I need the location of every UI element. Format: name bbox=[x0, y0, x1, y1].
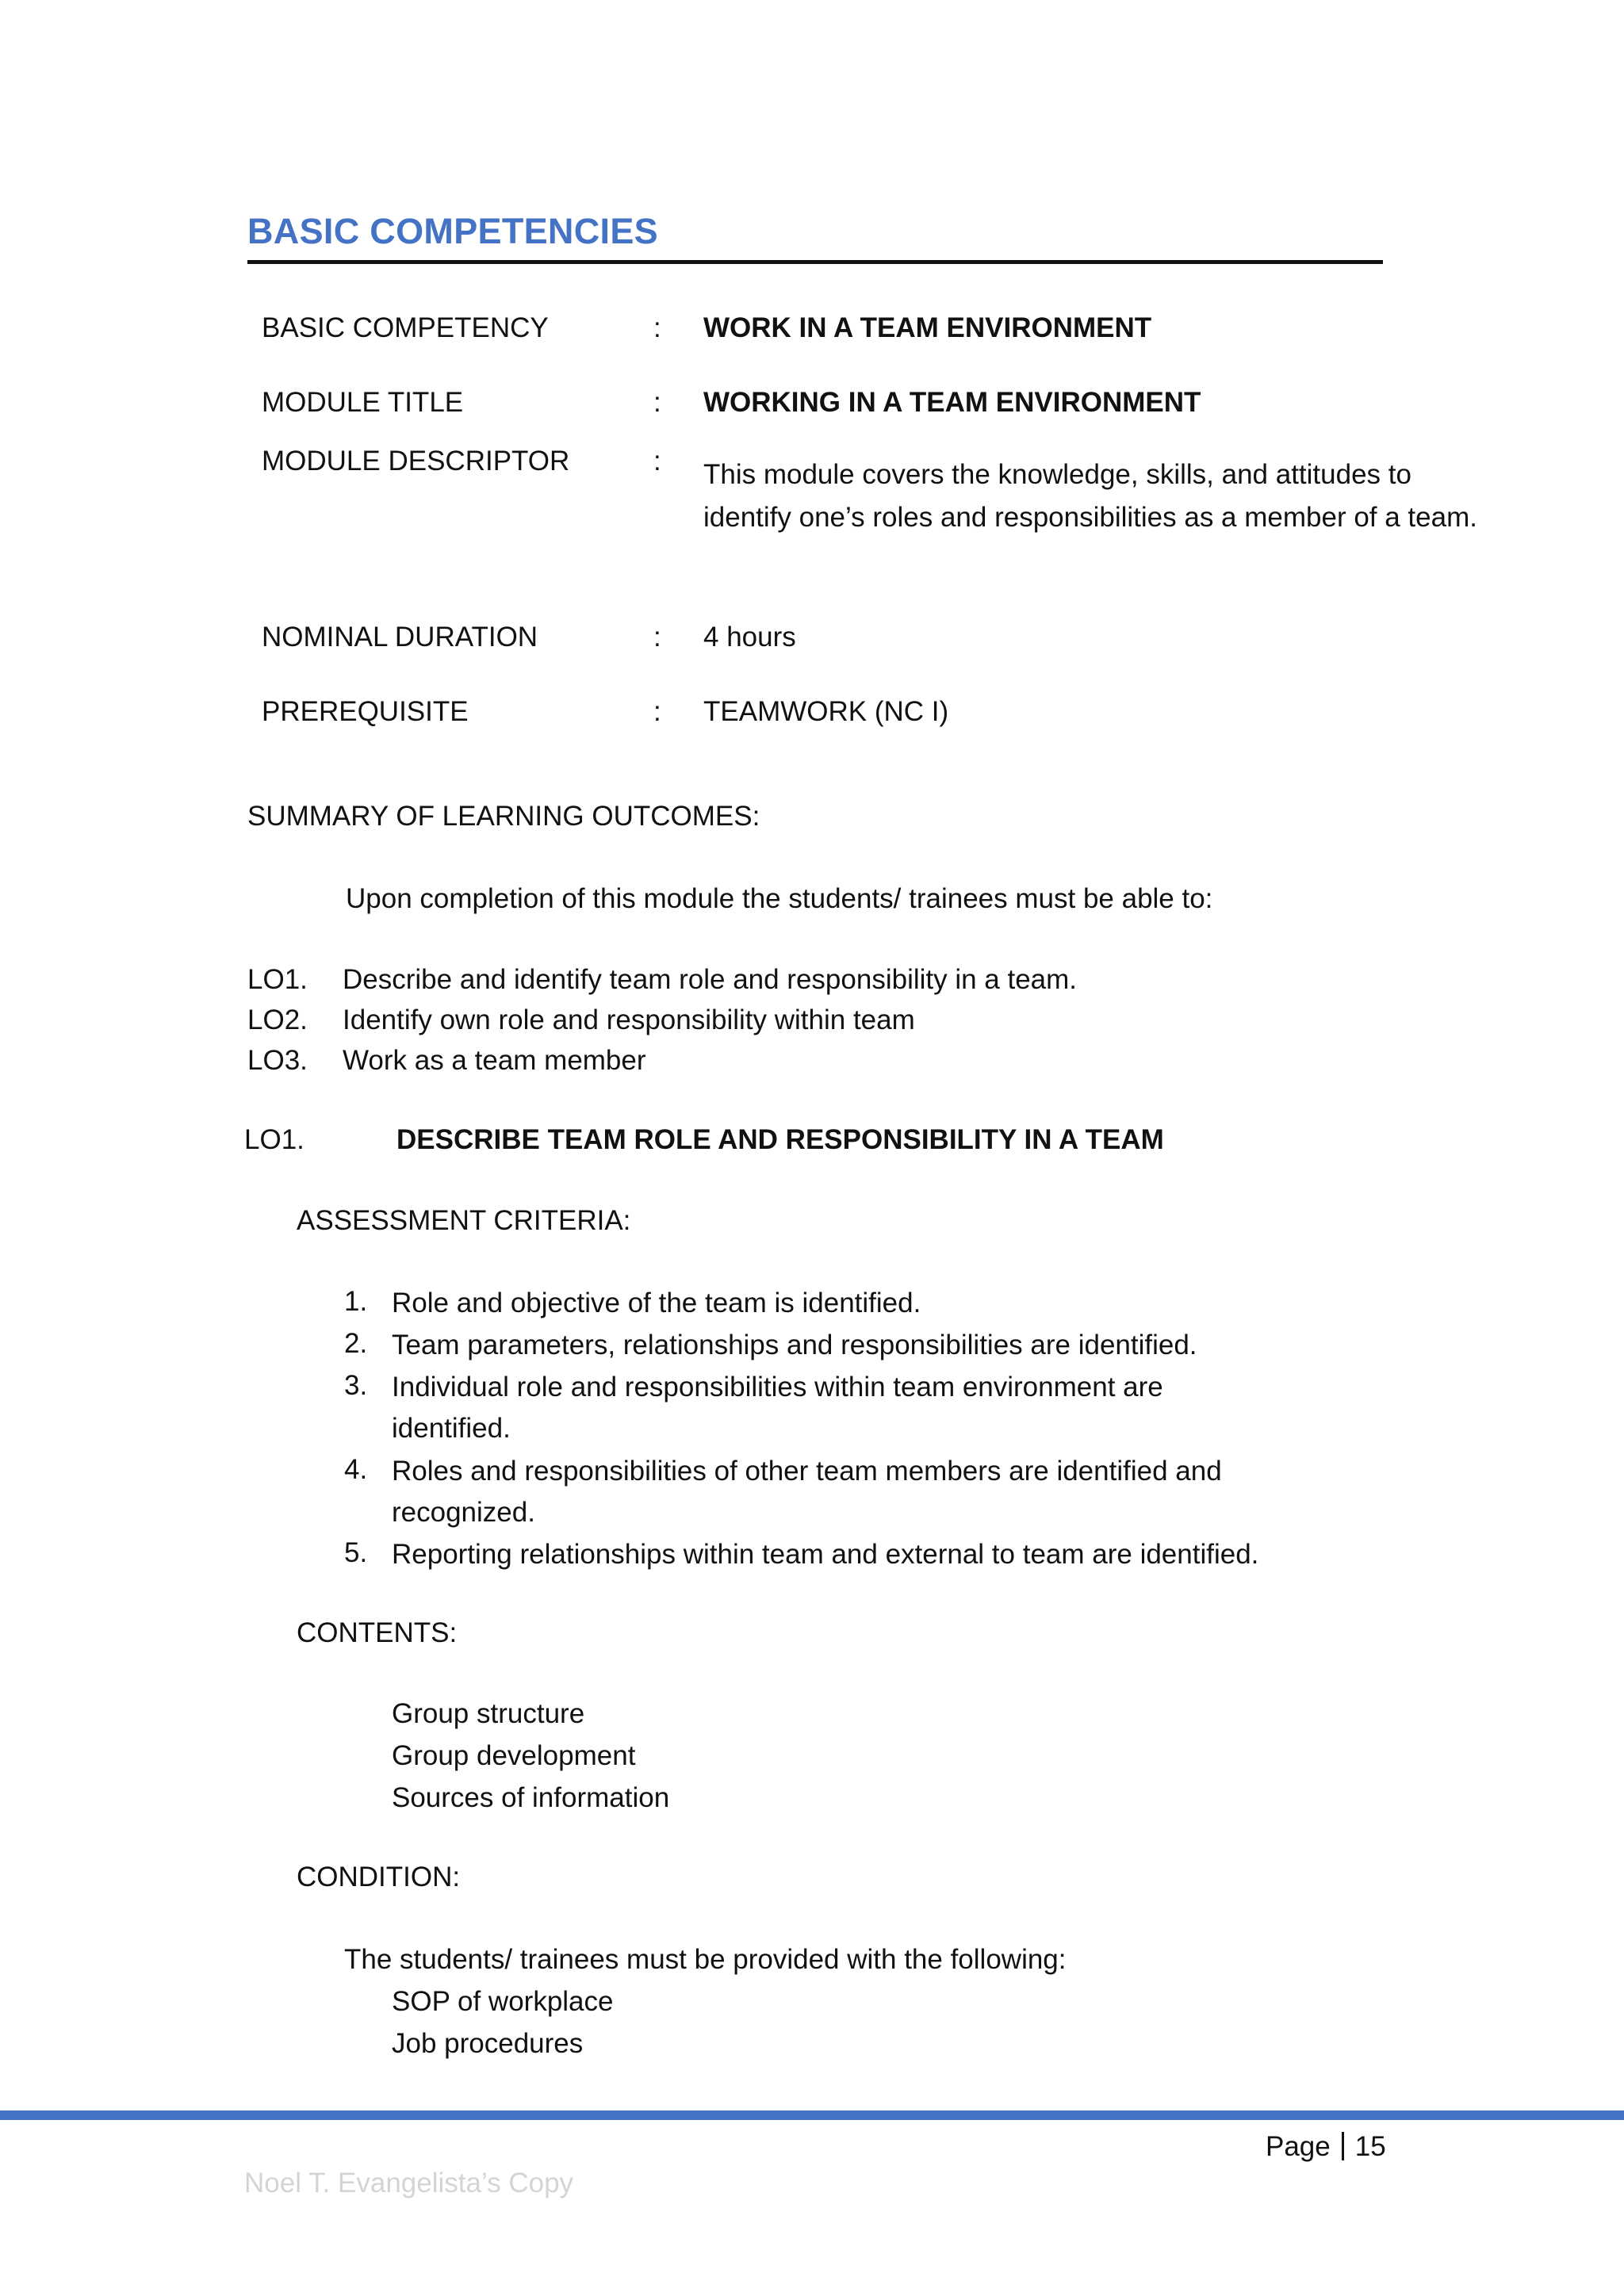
detail-colon: : bbox=[653, 696, 661, 727]
detail-label-basic-competency: BASIC COMPETENCY bbox=[262, 312, 549, 343]
detail-value-module-descriptor: This module covers the knowledge, skills, and attitudes to identify one’s roles and responsibilities as a member of a team. bbox=[703, 459, 1477, 533]
lo1-title: DESCRIBE TEAM ROLE AND RESPONSIBILITY IN A TEAM bbox=[396, 1124, 1164, 1155]
page-separator bbox=[1342, 2132, 1344, 2160]
criterion-number: 2. bbox=[344, 1328, 368, 1359]
detail-colon: : bbox=[653, 312, 661, 343]
detail-value-module-title: WORKING IN A TEAM ENVIRONMENT bbox=[703, 387, 1201, 418]
contents-title: CONTENTS: bbox=[297, 1617, 458, 1648]
learning-outcome-number: LO2. bbox=[247, 1004, 308, 1035]
condition-item: SOP of workplace bbox=[392, 1986, 614, 2017]
learning-outcome-text: Identify own role and responsibility within team bbox=[343, 1004, 915, 1035]
detail-value-prerequisite: TEAMWORK (NC I) bbox=[703, 696, 949, 727]
contents-item: Group structure bbox=[392, 1698, 585, 1729]
learning-outcome-number: LO1. bbox=[247, 964, 308, 995]
footer-rule bbox=[0, 2110, 1624, 2120]
condition-title: CONDITION: bbox=[297, 1862, 461, 1892]
contents-item: Sources of information bbox=[392, 1782, 670, 1813]
criterion-text: Individual role and responsibilities within team environment are identified. bbox=[392, 1372, 1163, 1444]
learning-outcome-text: Describe and identify team role and responsibility in a team. bbox=[343, 964, 1078, 995]
page-heading: BASIC COMPETENCIES bbox=[247, 211, 658, 251]
detail-label-nominal-duration: NOMINAL DURATION bbox=[262, 622, 538, 652]
detail-value-basic-competency: WORK IN A TEAM ENVIRONMENT bbox=[703, 312, 1152, 343]
assessment-criteria-title: ASSESSMENT CRITERIA: bbox=[297, 1205, 631, 1236]
detail-label-module-title: MODULE TITLE bbox=[262, 387, 464, 418]
detail-colon: : bbox=[653, 622, 661, 652]
learning-outcome-text: Work as a team member bbox=[343, 1045, 646, 1076]
summary-title: SUMMARY OF LEARNING OUTCOMES: bbox=[247, 801, 760, 832]
criterion-number: 1. bbox=[344, 1286, 368, 1317]
learning-outcome-number: LO3. bbox=[247, 1045, 308, 1076]
condition-item: Job procedures bbox=[392, 2028, 584, 2059]
detail-label-module-descriptor: MODULE DESCRIPTOR bbox=[262, 446, 570, 476]
criterion-number: 4. bbox=[344, 1454, 368, 1485]
criterion-text: Role and objective of the team is identified. bbox=[392, 1288, 921, 1318]
criterion-number: 5. bbox=[344, 1537, 368, 1568]
watermark: Noel T. Evangelista’s Copy bbox=[244, 2168, 574, 2198]
detail-label-prerequisite: PREREQUISITE bbox=[262, 696, 469, 727]
page-label: Page bbox=[1266, 2131, 1331, 2162]
condition-intro: The students/ trainees must be provided with the following: bbox=[344, 1944, 1067, 1975]
criterion-text: Roles and responsibilities of other team members are identified and recognized. bbox=[392, 1456, 1222, 1528]
detail-colon: : bbox=[653, 446, 661, 476]
criterion-text: Team parameters, relationships and responsibilities are identified. bbox=[392, 1330, 1197, 1360]
criterion-number: 3. bbox=[344, 1370, 368, 1401]
contents-item: Group development bbox=[392, 1740, 636, 1771]
summary-intro: Upon completion of this module the students/ trainees must be able to: bbox=[346, 883, 1213, 914]
detail-value-nominal-duration: 4 hours bbox=[703, 622, 796, 652]
page-number bbox=[1266, 2128, 1386, 2165]
detail-colon: : bbox=[653, 387, 661, 418]
heading-underline bbox=[247, 260, 1383, 264]
lo1-number: LO1. bbox=[244, 1124, 304, 1155]
criterion-text: Reporting relationships within team and external to team are identified. bbox=[392, 1539, 1259, 1570]
page-number-value: 15 bbox=[1354, 2131, 1386, 2162]
